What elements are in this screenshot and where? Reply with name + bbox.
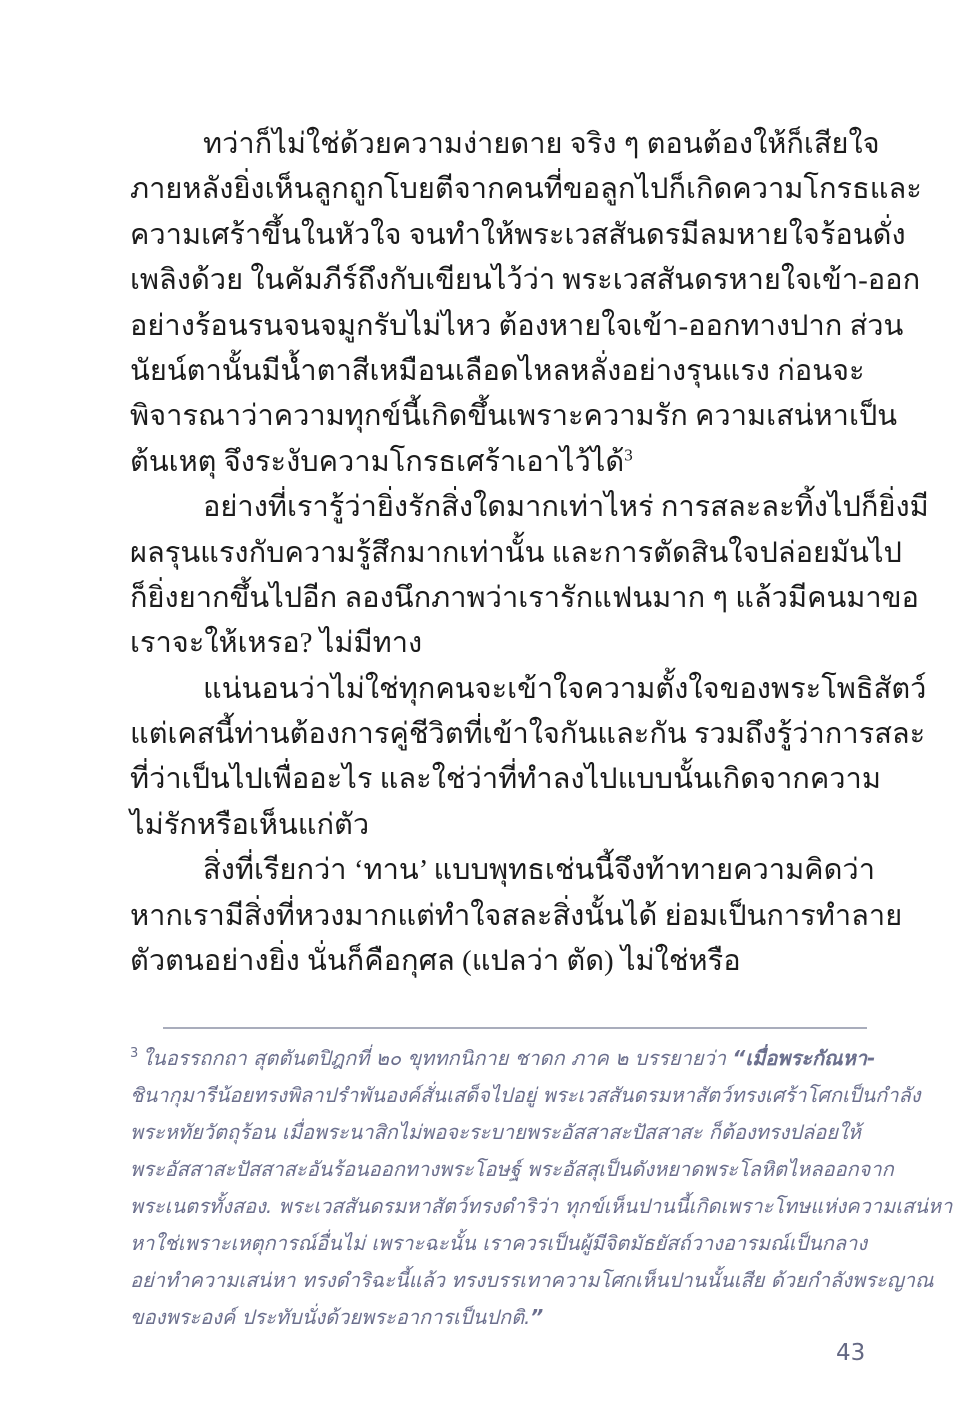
body-line: สิ่งที่เรียกว่า ‘ทาน’ แบบพุทธเช่นนี้จึงท้าทายความคิดว่า	[203, 854, 875, 887]
body-line	[130, 440, 878, 485]
footnote-line: หาใช่เพราะเหตุการณ์อื่นไม่ เพราะฉะนั้น เราควรเป็นผู้มีจิตมัธยัสถ์วางอารมณ์เป็นกลาง	[130, 1231, 868, 1255]
footnote-line	[130, 1040, 875, 1077]
page-number: 43	[836, 1340, 866, 1366]
footnote-line: พระหทัยวัตถุร้อน เมื่อพระนาสิกไม่พอจะระบายพระอัสสาสะปัสสาสะ ก็ต้องทรงปล่อยให้	[130, 1120, 861, 1144]
footnote-quote-start: “เมื่อพระกัณหา-	[732, 1046, 876, 1070]
body-line: หากเรามีสิ่งที่หวงมากแต่ทำใจสละสิ่งนั้นได้ ย่อมเป็นการทำลาย	[130, 899, 903, 932]
body-line: อย่างร้อนรนจนจมูกรับไม่ไหว ต้องหายใจเข้า-ออกทางปาก ส่วน	[130, 309, 904, 342]
footnote-intro: ในอรรถกถา สุตตันตปิฎกที่ ๒๐ ขุททกนิกาย ชาดก ภาค ๒ บรรยายว่า	[142, 1046, 733, 1070]
footnote-line: ชินากุมารีน้อยทรงพิลาปรำพันองค์สั่นเสด็จไปอยู่ พระเวสสันดรมหาสัตว์ทรงเศร้าโศกเป็นกำลัง	[130, 1083, 921, 1107]
footnote-last-text: ของพระองค์ ประทับนั่งด้วยพระอาการเป็นปกติ.	[130, 1305, 531, 1329]
footnote-reference: 3	[624, 445, 633, 465]
body-line: ไม่รักหรือเห็นแก่ตัว	[130, 808, 370, 841]
footnote	[130, 1040, 953, 1336]
body-line: แต่เคสนี้ท่านต้องการคู่ชีวิตที่เข้าใจกันและกัน รวมถึงรู้ว่าการสละ	[130, 718, 926, 751]
body-line: แน่นอนว่าไม่ใช่ทุกคนจะเข้าใจความตั้งใจของพระโพธิสัตว์	[203, 672, 927, 705]
body-text	[130, 122, 929, 984]
footnote-marker: 3	[130, 1046, 139, 1062]
body-line: ตัวตนอย่างยิ่ง นั่นก็คือกุศล (แปลว่า ตัด) ไม่ใช่หรือ	[130, 945, 741, 978]
body-line: พิจารณาว่าความทุกข์นี้เกิดขึ้นเพราะความรัก ความเสน่หาเป็น	[130, 400, 898, 433]
body-line: ผลรุนแรงกับความรู้สึกมากเท่านั้น และการตัดสินใจปล่อยมันไป	[130, 536, 902, 569]
footnote-line: พระอัสสาสะปัสสาสะอันร้อนออกทางพระโอษฐ์ พระอัสสุเป็นดังหยาดพระโลหิตไหลออกจาก	[130, 1157, 894, 1181]
body-line: เราจะให้เหรอ? ไม่มีทาง	[130, 627, 423, 660]
body-line: ความเศร้าขึ้นในหัวใจ จนทำให้พระเวสสันดรมีลมหายใจร้อนดั่ง	[130, 218, 906, 251]
body-line: เพลิงด้วย ในคัมภีร์ถึงกับเขียนไว้ว่า พระเวสสันดรหายใจเข้า-ออก	[130, 264, 921, 297]
body-line: ก็ยิ่งยากขึ้นไปอีก ลองนึกภาพว่าเรารักแฟนมาก ๆ แล้วมีคนมาขอ	[130, 581, 919, 614]
footnote-line: พระเนตรทั้งสอง. พระเวสสันดรมหาสัตว์ทรงดำริว่า ทุกข์เห็นปานนี้เกิดเพราะโทษแห่งความเสน่หา	[130, 1194, 953, 1218]
body-line: อย่างที่เรารู้ว่ายิ่งรักสิ่งใดมากเท่าไหร่ การสละละทิ้งไปก็ยิ่งมี	[203, 491, 929, 524]
body-line: ภายหลังยิ่งเห็นลูกถูกโบยตีจากคนที่ขอลูกไปก็เกิดความโกรธและ	[130, 173, 922, 206]
footnote-quote-end: ”	[530, 1305, 544, 1329]
body-line: นัยน์ตานั้นมีน้ำตาสีเหมือนเลือดไหลหลั่งอย่างรุนแรง ก่อนจะ	[130, 354, 865, 387]
body-line: ที่ว่าเป็นไปเพื่ออะไร และใช่ว่าที่ทำลงไปแบบนั้นเกิดจากความ	[130, 763, 881, 796]
body-line-text: ต้นเหตุ จึงระงับความโกรธเศร้าเอาไว้ได้	[130, 445, 625, 478]
footnote-separator	[163, 1027, 867, 1029]
footnote-line: อย่าทำความเสน่หา ทรงดำริฉะนี้แล้ว ทรงบรรเทาความโศกเห็นปานนั้นเสีย ด้วยกำลังพระญาณ	[130, 1268, 934, 1292]
body-line: ทว่าก็ไม่ใช่ด้วยความง่ายดาย จริง ๆ ตอนต้องให้ก็เสียใจ	[203, 128, 880, 160]
footnote-line	[130, 1299, 875, 1336]
